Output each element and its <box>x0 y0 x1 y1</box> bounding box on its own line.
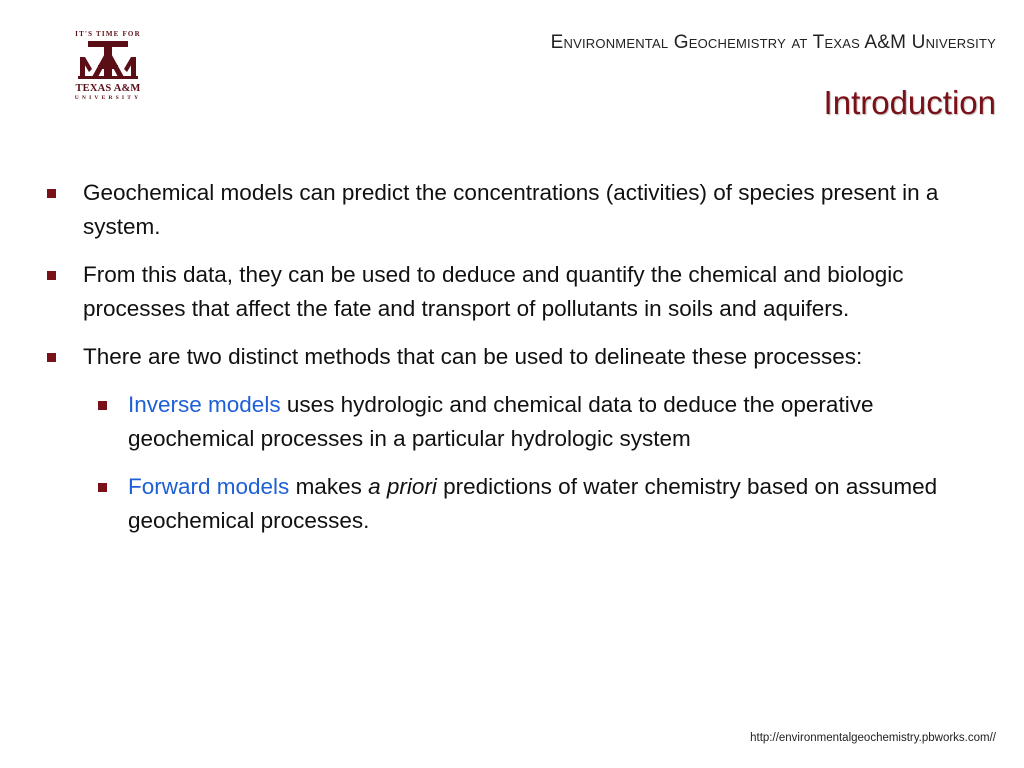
bullet-item <box>44 176 974 244</box>
sub-bullet-text-mid: makes <box>289 474 369 499</box>
bullet-square-icon <box>98 483 107 492</box>
bullet-item <box>44 258 974 326</box>
university-logo <box>58 30 158 116</box>
bullet-text: From this data, they can be used to deduce and quantify the chemical and biologic processes that affect the fate and transport of pollutants in soils and aquifers. <box>83 262 904 321</box>
atm-monogram-icon <box>78 39 138 83</box>
sub-bullet-item <box>44 388 974 456</box>
slide-content <box>44 176 974 552</box>
logo-tagline: IT'S TIME FOR <box>75 30 141 38</box>
sub-bullet-text: predictions of water chemistry based on assumed geochemical processes. <box>128 474 938 533</box>
slide-title: Introduction <box>823 84 996 121</box>
header-title: Environmental Geochemistry at Texas A&M University <box>550 32 996 53</box>
sub-bullet-item <box>44 470 974 538</box>
bullet-square-icon <box>47 189 56 198</box>
forward-models-term: Forward models <box>128 474 290 499</box>
logo-name: TEXAS A&M <box>75 83 141 94</box>
bullet-text: There are two distinct methods that can be used to delineate these processes: <box>83 344 863 369</box>
bullet-square-icon <box>47 353 56 362</box>
bullet-square-icon <box>47 271 56 280</box>
inverse-models-term: Inverse models <box>128 392 281 417</box>
bullet-item <box>44 340 974 374</box>
sub-bullet-text: uses hydrologic and chemical data to deduce the operative geochemical processes in a particular hydrologic system <box>128 392 874 451</box>
footer-url: http://environmentalgeochemistry.pbworks.com// <box>750 732 996 744</box>
a-priori-italic: a priori <box>368 474 437 499</box>
bullet-square-icon <box>98 401 107 410</box>
logo-subtitle: UNIVERSITY <box>74 95 142 101</box>
bullet-text: Geochemical models can predict the concentrations (activities) of species present in a system. <box>83 180 939 239</box>
